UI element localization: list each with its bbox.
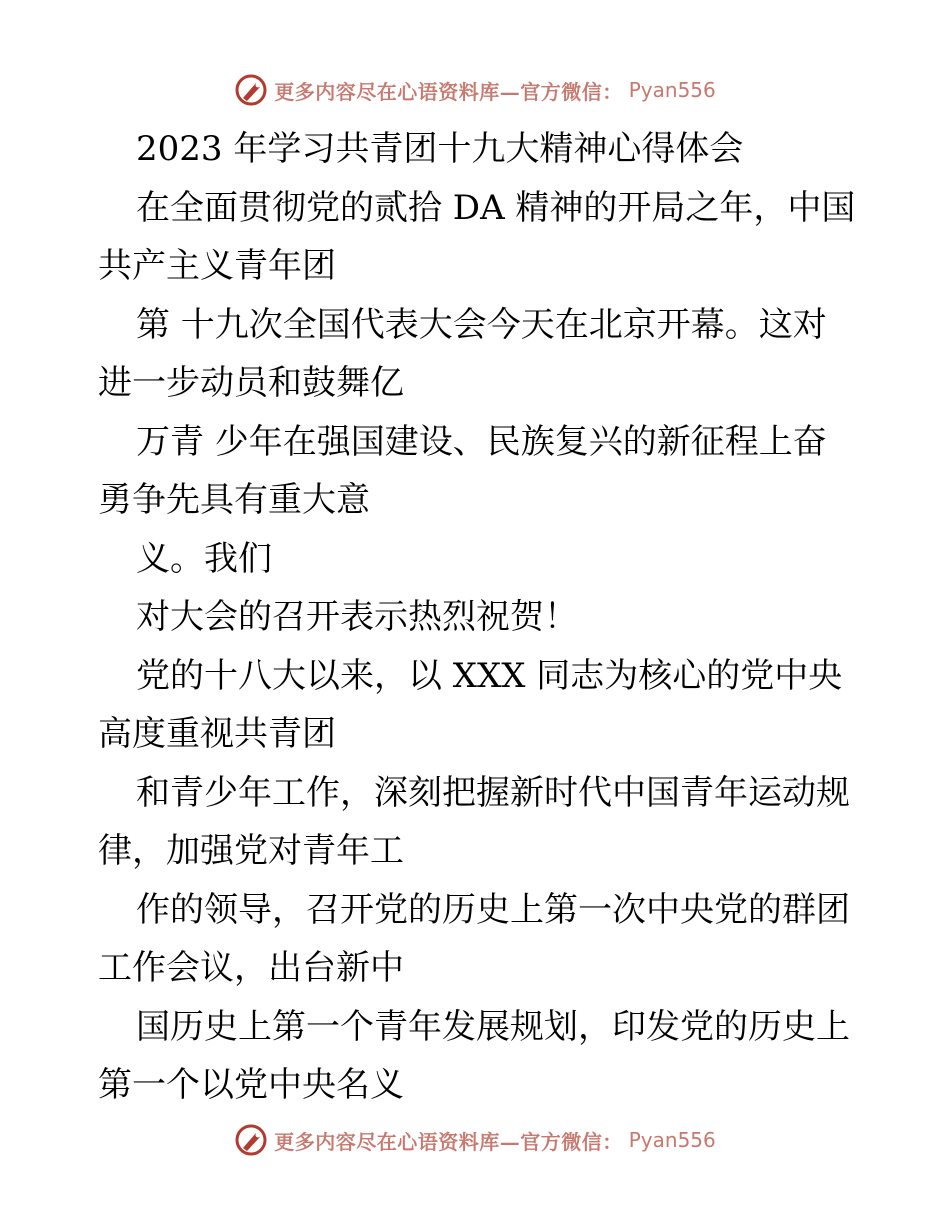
text-line: 国历史上第一个青年发展规划，印发党的历史上 <box>136 1006 850 1047</box>
text-line: 在全面贯彻党的贰拾 DA 精神的开局之年，中国 <box>136 187 856 228</box>
document-body <box>98 120 858 1115</box>
document-title: 2023 年学习共青团十九大精神心得体会 <box>136 129 744 169</box>
watermark-text: 更多内容尽在心语资料库—官方微信： <box>274 1129 623 1154</box>
text-line: 万青 少年在强国建设、民族复兴的新征程上奋 <box>136 421 827 462</box>
text-line: 律，加强党对青年工 <box>98 831 404 871</box>
watermark-text: 更多内容尽在心语资料库—官方微信： <box>274 79 623 104</box>
text-line: 工作会议，出台新中 <box>98 948 404 988</box>
header-watermark <box>0 70 950 110</box>
watermark-contact: Pyan556 <box>628 78 716 102</box>
text-line: 共产主义青年团 <box>98 246 336 286</box>
seal-pen-logo-icon <box>234 73 268 107</box>
text-line: 第 十九次全国代表大会今天在北京开幕。这对 <box>136 304 827 345</box>
text-line: 对大会的召开表示热烈祝贺！ <box>136 597 578 637</box>
footer-watermark <box>0 1120 950 1160</box>
text-line: 高度重视共青团 <box>98 714 336 754</box>
text-line: 作的领导，召开党的历史上第一次中央党的群团 <box>136 889 850 930</box>
text-line: 进一步动员和鼓舞亿 <box>98 363 404 403</box>
text-line: 义。我们 <box>136 538 272 579</box>
text-line: 和青少年工作，深刻把握新时代中国青年运动规 <box>136 772 850 813</box>
text-line: 勇争先具有重大意 <box>98 480 370 520</box>
watermark-contact: Pyan556 <box>628 1128 716 1152</box>
text-line: 党的十八大以来，以 XXX 同志为核心的党中央 <box>136 655 843 696</box>
seal-pen-logo-icon <box>234 1123 268 1157</box>
text-line: 第一个以党中央名义 <box>98 1065 404 1105</box>
